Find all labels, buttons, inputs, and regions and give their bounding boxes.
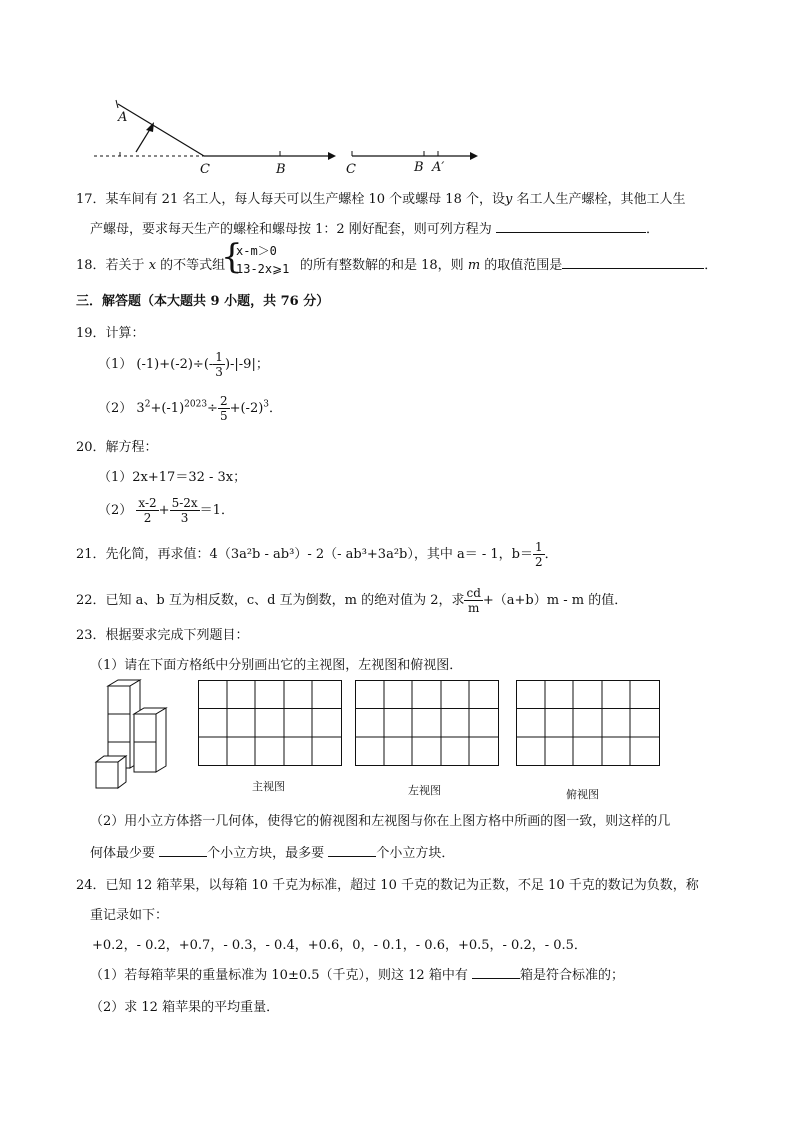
q22-end: +（a+b）m - m 的值． xyxy=(482,593,628,608)
denominator: 2 xyxy=(143,511,152,525)
numerator: cd xyxy=(466,586,481,600)
exponent: 3 xyxy=(263,399,270,410)
question-number: 23． xyxy=(76,628,106,643)
exponent: 2023 xyxy=(184,399,208,410)
answer-blank-min[interactable] xyxy=(159,844,207,857)
question-21 xyxy=(76,540,558,569)
q18-post: 的所有整数解的和是 18，则 xyxy=(300,258,464,273)
answer-blank-max[interactable] xyxy=(328,844,376,857)
q23-text: 何体最少要 xyxy=(90,846,156,861)
fraction xyxy=(213,350,225,379)
question-23-title xyxy=(76,624,249,643)
expr: +(-1) xyxy=(150,401,185,416)
question-24-part2: （2）求 12 箱苹果的平均重量． xyxy=(90,1000,280,1015)
q17-var: y xyxy=(504,192,513,207)
grid-top-view[interactable] xyxy=(516,680,660,766)
answer-blank[interactable] xyxy=(472,966,520,979)
question-19-part1 xyxy=(98,350,269,379)
question-19-title xyxy=(76,322,145,341)
question-24-line1 xyxy=(76,874,699,893)
question-20-part1 xyxy=(98,466,246,485)
question-24-data: +0.2，- 0.2，+0.7，- 0.3，- 0.4，+0.6，0，- 0.1，- 0.6，+0.5，- 0.2，- 0.5． xyxy=(92,938,587,953)
point-label-c2: C xyxy=(346,162,356,177)
q24-text: 已知 12 箱苹果，以每箱 10 千克为标准，超过 10 千克的数记为正数，不足 10 千克的数记为负数，称 xyxy=(105,878,699,893)
denominator: 3 xyxy=(180,511,189,525)
question-number: 22． xyxy=(76,593,106,608)
inequality-2: 13-2x⩾1 xyxy=(236,262,290,276)
expr: +(-2) xyxy=(229,401,264,416)
expr: )-|-9|； xyxy=(224,357,269,372)
section-heading: 三．解答题（本大题共 9 小题，共 76 分） xyxy=(76,294,330,309)
question-23-part2-line1: （2）用小立方体搭一几何体，使得它的俯视图和左视图与你在上图方格中所画的图一致，则这样的几 xyxy=(90,814,671,829)
q17-text-b: 名工人生产螺栓，其他工人生 xyxy=(512,192,686,207)
q23-text: 个小立方块，最多要 xyxy=(207,846,325,861)
denominator: 3 xyxy=(215,365,223,379)
question-24-line2: 重记录如下： xyxy=(90,908,169,923)
question-number: 21． xyxy=(76,547,106,562)
q24-text: 箱是符合标准的； xyxy=(519,968,624,983)
part-label: （2） xyxy=(98,503,133,518)
question-22 xyxy=(76,586,627,615)
point-label-b: B xyxy=(276,162,286,177)
system-brace: { xyxy=(221,237,243,277)
q18-mid: 的不等式组 xyxy=(156,258,226,273)
q24-text: （1）若每箱苹果的重量标准为 10±0.5（千克），则这 12 箱中有 xyxy=(90,968,468,983)
q21-end: ． xyxy=(544,547,558,562)
point-label-a: A xyxy=(118,110,128,125)
fraction xyxy=(218,394,230,423)
numerator: x-2 xyxy=(138,496,157,510)
q19-title: 计算： xyxy=(105,326,145,341)
question-number: 24． xyxy=(76,878,106,893)
fraction xyxy=(464,586,482,615)
question-number: 19． xyxy=(76,326,106,341)
question-20-part2 xyxy=(98,496,234,525)
point-label-a-prime: A′ xyxy=(432,160,445,175)
answer-blank[interactable] xyxy=(496,220,646,233)
question-18-tail xyxy=(300,254,717,273)
question-number: 20． xyxy=(76,440,106,455)
point-label-c: C xyxy=(200,162,210,177)
q17-end: ． xyxy=(645,222,659,237)
q18-pre: 若关于 xyxy=(105,258,145,273)
q17-text: 某车间有 21 名工人，每人每天可以生产螺栓 10 个或螺母 18 个，设 xyxy=(105,192,505,207)
question-23-part2-line2 xyxy=(90,842,454,861)
part-label: （2） xyxy=(98,401,133,416)
equation: 2x+17＝32 - 3x； xyxy=(132,470,247,485)
question-23-part1: （1）请在下面方格纸中分别画出它的主视图，左视图和俯视图． xyxy=(90,658,463,673)
exponent: 2 xyxy=(144,399,151,410)
q18-end: ． xyxy=(704,258,718,273)
answer-blank[interactable] xyxy=(562,256,704,269)
point-label-b2: B xyxy=(414,160,424,175)
fraction xyxy=(136,496,158,525)
expr: (-1)+(-2)÷(- xyxy=(136,357,214,372)
question-17-line2 xyxy=(90,218,659,237)
numerator: 5-2x xyxy=(171,496,198,510)
expr: 3 xyxy=(136,401,145,416)
grid-label-front: 主视图 xyxy=(252,780,285,793)
grid-label-top: 俯视图 xyxy=(566,788,599,801)
q21-text: 先化简，再求值：4（3a²b - ab³）- 2（- ab³+3a²b），其中 a＝ - 1，b＝ xyxy=(105,547,533,562)
expr: ＝1． xyxy=(199,503,234,518)
question-18 xyxy=(76,254,225,273)
question-17-line1 xyxy=(76,188,685,207)
q23-title: 根据要求完成下列题目： xyxy=(105,628,249,643)
fraction xyxy=(170,496,200,525)
cube-stack-figure xyxy=(92,676,178,794)
part-label: （1） xyxy=(98,470,133,485)
denominator: m xyxy=(467,601,480,615)
numerator: 1 xyxy=(215,350,223,364)
question-24-part1 xyxy=(90,964,624,983)
q22-text: 已知 a、b 互为相反数，c、d 互为倒数，m 的绝对值为 2，求 xyxy=(105,593,465,608)
q23-text: 个小立方块． xyxy=(376,846,455,861)
grid-front-view[interactable] xyxy=(198,680,342,766)
numerator: 2 xyxy=(219,394,228,408)
denominator: 5 xyxy=(219,409,228,423)
q18-var2: m xyxy=(467,258,481,273)
numerator: 1 xyxy=(535,540,543,554)
grid-left-view[interactable] xyxy=(355,680,499,766)
q20-title: 解方程： xyxy=(105,440,158,455)
part-label: （1） xyxy=(98,357,133,372)
q17-text-2: 产螺母，要求每天生产的螺栓和螺母按 1：2 刚好配套，则可列方程为 xyxy=(90,222,492,237)
question-19-part2 xyxy=(98,394,282,423)
expr: + xyxy=(158,503,170,518)
q18-post2: 的取值范围是 xyxy=(480,258,563,273)
question-number: 17． xyxy=(76,192,106,207)
inequality-system xyxy=(236,242,289,278)
inequality-1: x-m＞0 xyxy=(236,244,277,258)
fraction xyxy=(533,540,545,569)
expr: ． xyxy=(269,401,283,416)
expr: ÷ xyxy=(207,401,218,416)
question-number: 18． xyxy=(76,258,106,273)
grid-label-left: 左视图 xyxy=(408,784,441,797)
question-20-title xyxy=(76,436,158,455)
q18-var: x xyxy=(148,258,157,273)
denominator: 2 xyxy=(535,555,543,569)
